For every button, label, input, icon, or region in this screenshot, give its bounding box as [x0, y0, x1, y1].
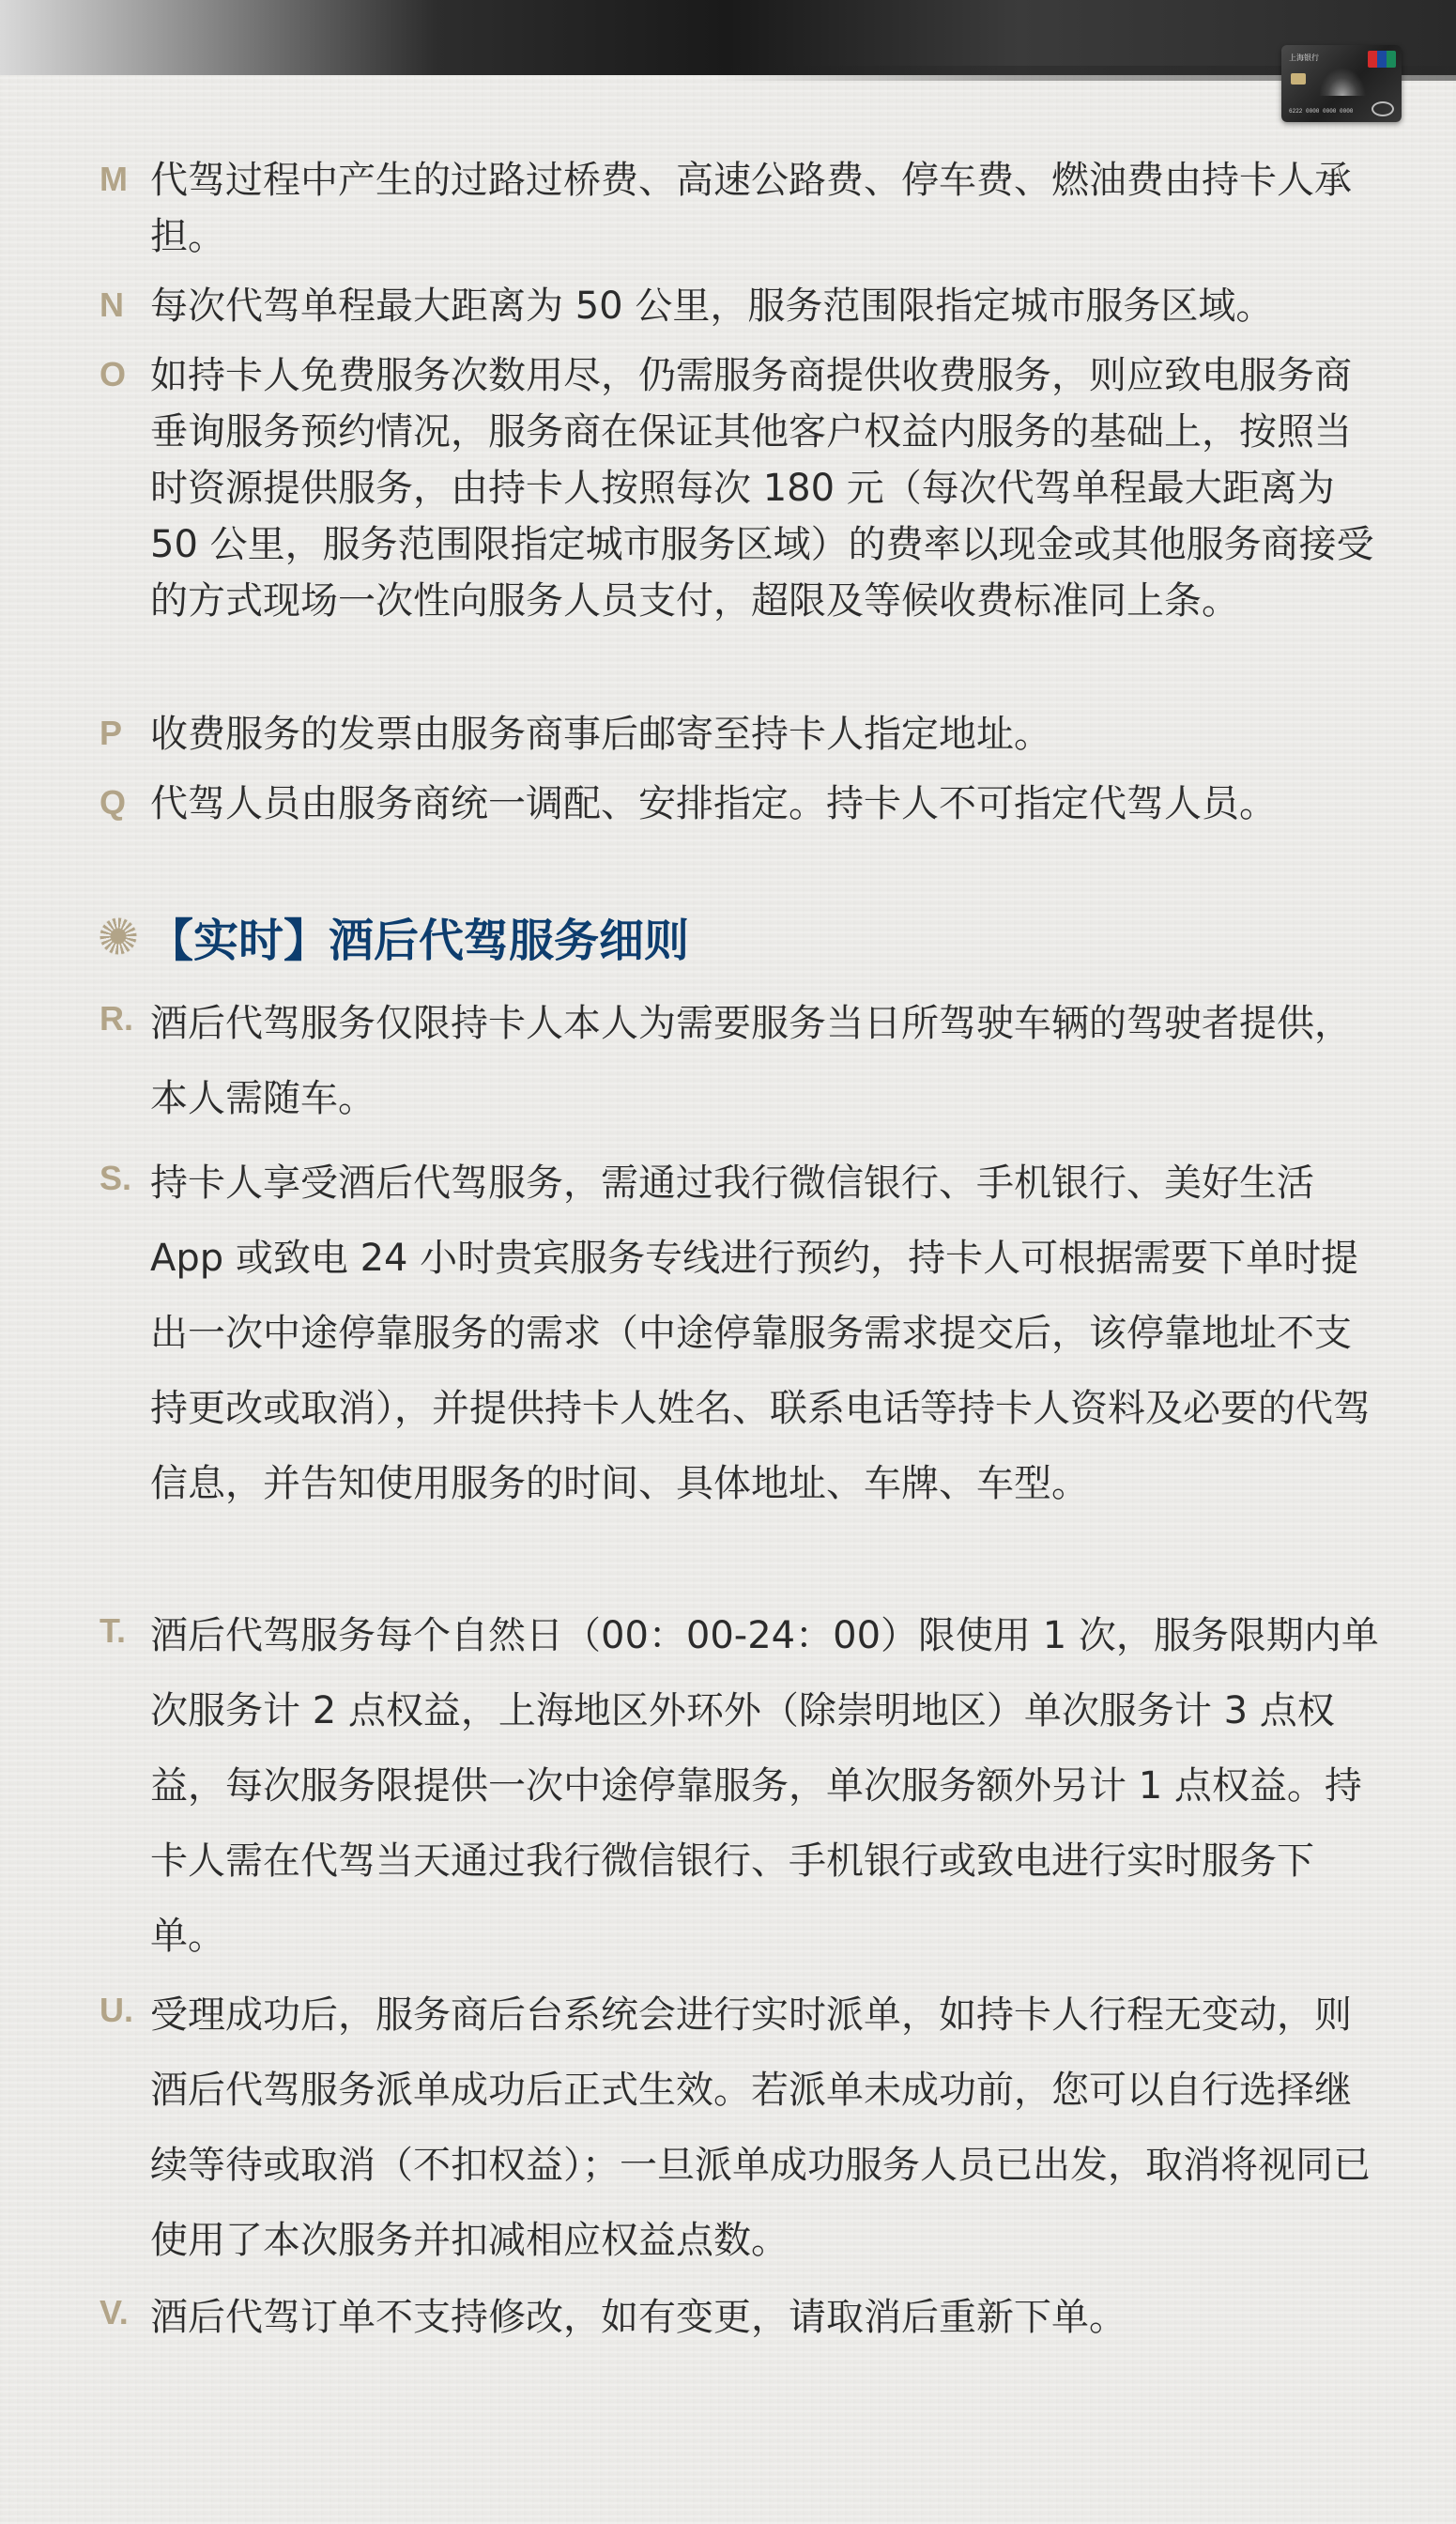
clause-letter: N [100, 285, 124, 324]
clause-text: 受理成功后，服务商后台系统会进行实时派单，如持卡人行程无变动，则酒后代驾服务派单成功后正式生效。若派单未成功前，您可以自行选择继续等待或取消（不扣权益）；一旦派单成功服务人员已出发，取消将视同已使用了本次服务并扣减相应权益点数。 [150, 1993, 1371, 2262]
clause-item [100, 986, 1386, 1136]
section-heading [100, 903, 689, 969]
clause-text: 持卡人享受酒后代驾服务，需通过我行微信银行、手机银行、美好生活 App 或致电 24 小时贵宾服务专线进行预约，持卡人可根据需要下单时提出一次中途停靠服务的需求（中途停靠服务需求提交后，该停靠地址不支持更改或取消），并提供持卡人姓名、联系电话等持卡人资料及必要的代驾信息，并告知使用服务的时间、具体地址、车牌、车型。 [150, 1162, 1371, 1505]
clause-item [100, 347, 1386, 629]
clause-letter: M [100, 160, 128, 198]
clause-letter: U. [100, 1991, 133, 2029]
clause-letter: O [100, 355, 127, 393]
bank-card-image [1281, 45, 1402, 122]
clause-item [100, 1978, 1386, 2278]
section-title: 【实时】酒后代驾服务细则 [148, 914, 690, 967]
card-chip-icon [1291, 73, 1306, 85]
card-bank-name: 上海银行 [1289, 54, 1319, 62]
clause-text: 收费服务的发票由服务商事后邮寄至持卡人指定地址。 [150, 713, 1051, 756]
clause-item [100, 2280, 1386, 2355]
clause-letter: V. [100, 2293, 129, 2332]
clause-text: 每次代驾单程最大距离为 50 公里，服务范围限指定城市服务区域。 [150, 285, 1274, 328]
clause-text: 酒后代驾服务每个自然日（00：00-24：00）限使用 1 次，服务限期内单次服务计 2 点权益，上海地区外环外（除崇明地区）单次服务计 3 点权益，每次服务限提供一次中途停靠服务，单次服务额外另计 1 点权益。持卡人需在代驾当天通过我行微信银行、手机银行或致电进行实时服务下单。 [150, 1614, 1379, 1958]
card-network-icon [1372, 101, 1394, 116]
clause-text: 酒后代驾服务仅限持卡人本人为需要服务当日所驾驶车辆的驾驶者提供，本人需随车。 [150, 1002, 1352, 1120]
clause-text: 代驾过程中产生的过路过桥费、高速公路费、停车费、燃油费由持卡人承担。 [150, 159, 1352, 258]
clause-item [100, 1598, 1386, 1974]
clause-letter: R. [100, 999, 133, 1038]
sun-emblem-icon [100, 917, 137, 955]
card-number: 6222 0000 0000 0000 [1289, 108, 1354, 115]
clause-letter: T. [100, 1611, 127, 1650]
clause-item [100, 706, 1386, 762]
clause-text: 酒后代驾订单不支持修改，如有变更，请取消后重新下单。 [150, 2296, 1126, 2339]
clause-item [100, 152, 1386, 265]
card-decoration [1319, 68, 1366, 96]
clause-item [100, 278, 1386, 334]
clause-text: 代驾人员由服务商统一调配、安排指定。持卡人不可指定代驾人员。 [150, 782, 1277, 825]
clause-letter: S. [100, 1159, 132, 1197]
clause-letter: P [100, 714, 123, 752]
clause-letter: Q [100, 783, 127, 822]
clause-text: 如持卡人免费服务次数用尽，仍需服务商提供收费服务，则应致电服务商垂询服务预约情况，服务商在保证其他客户权益内服务的基础上，按照当时资源提供服务，由持卡人按照每次 180 元（每次代驾单程最大距离为 50 公里，服务范围限指定城市服务区域）的费率以现金或其他服务商接受的方式现场一次性向服务人员支付，超限及等候收费标准同上条。 [150, 354, 1374, 623]
clause-item [100, 776, 1386, 832]
unionpay-logo-icon [1368, 51, 1396, 68]
clause-item [100, 1146, 1386, 1521]
header-band [0, 0, 1456, 75]
